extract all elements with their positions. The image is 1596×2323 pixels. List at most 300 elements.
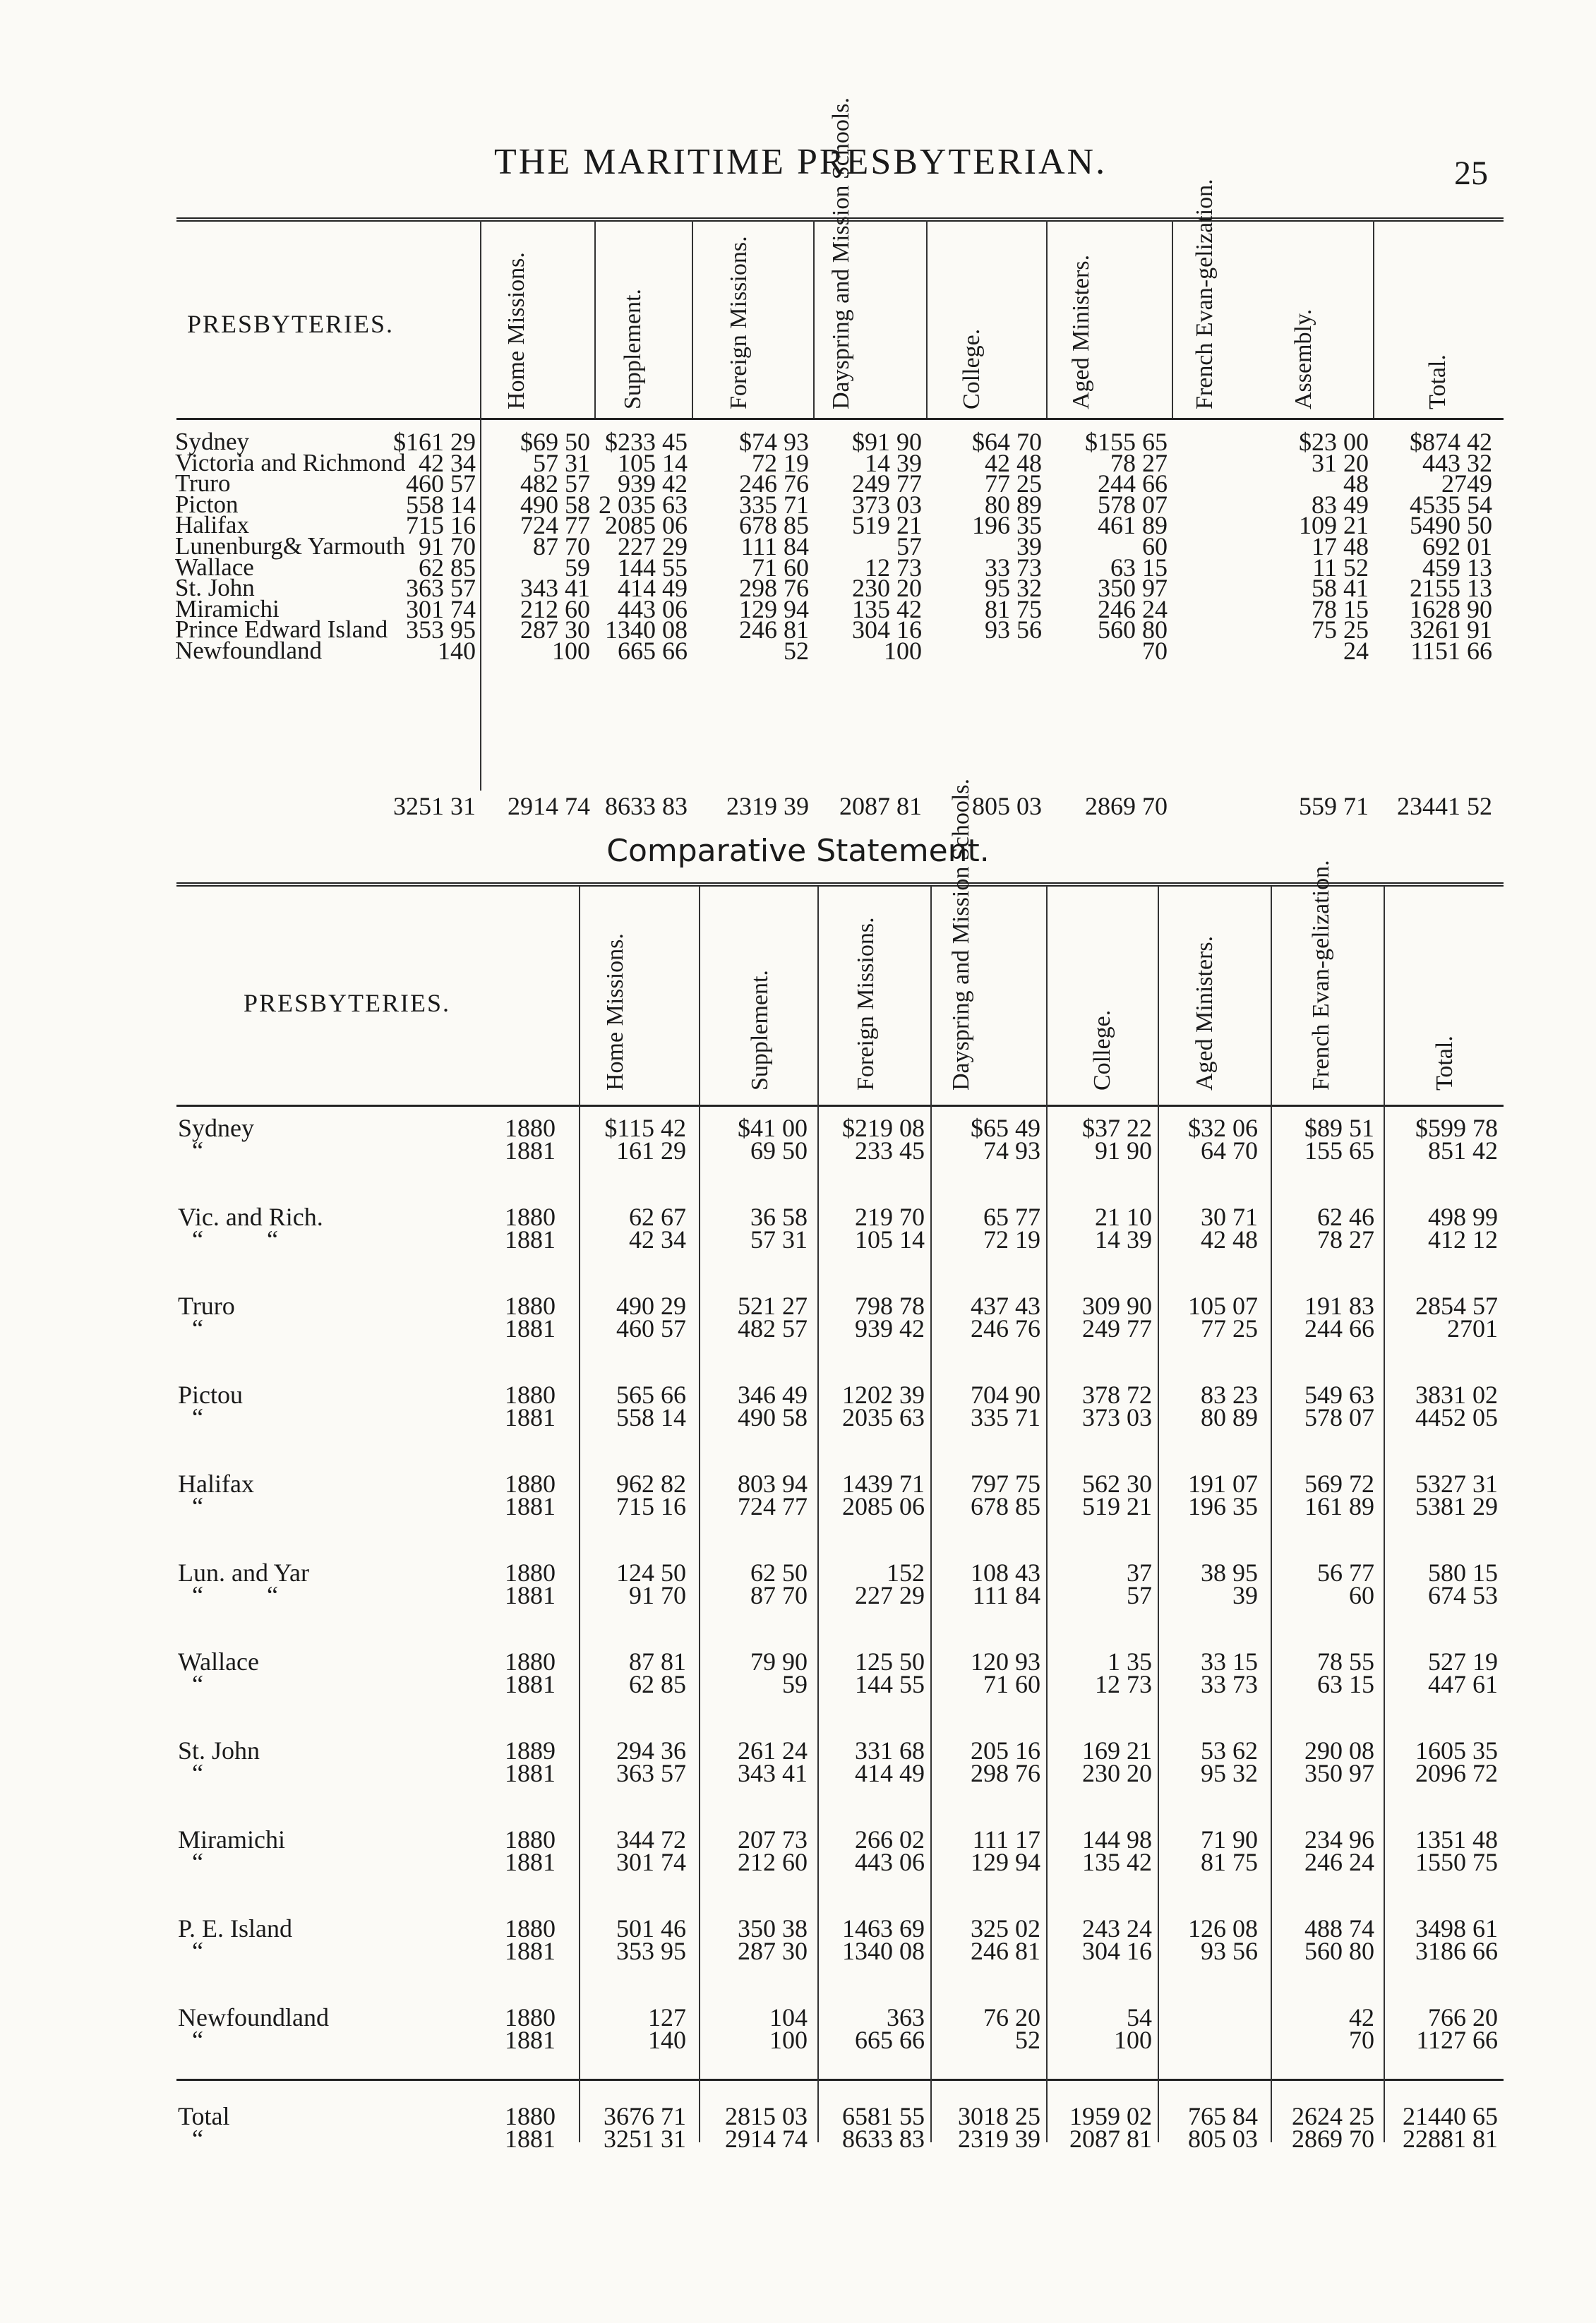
table2-cell: 549 63 [1304, 1381, 1374, 1409]
table2-cell: 234 96 [1304, 1825, 1374, 1854]
table2-cell: 191 07 [1188, 1470, 1258, 1498]
table2-cell: 803 94 [738, 1470, 808, 1498]
table2-cell: 191 83 [1304, 1292, 1374, 1320]
table1-cell: $64 70 [972, 428, 1042, 456]
table1-cell: 62 85 [419, 553, 476, 582]
table2-cell: 78 27 [1317, 1225, 1374, 1254]
table1-cell: 100 [884, 637, 922, 665]
table2-cell: 33 15 [1201, 1647, 1258, 1676]
table1-cell: 75 25 [1312, 616, 1369, 644]
table2-year: 1880 [505, 1559, 556, 1587]
table2-cell: 95 32 [1201, 1759, 1258, 1787]
table2-year: 1881 [505, 1492, 556, 1520]
table2-bottom-rule [176, 2079, 1504, 2081]
table2-cell: 57 31 [750, 1225, 808, 1254]
table1-row-name-prince-edward-island: Prince Edward Island [175, 616, 388, 644]
table1-cell: $161 29 [393, 428, 476, 456]
table1-presbyteries-header: PRESBYTERIES. [187, 310, 395, 338]
page-header [0, 141, 1596, 198]
table2-cell: 1340 08 [842, 1937, 925, 1965]
table1-cell: 578 07 [1098, 490, 1168, 519]
table1-column-divider [692, 220, 693, 418]
table2-cell: 71 60 [983, 1670, 1040, 1698]
table2-cell: 962 82 [616, 1470, 686, 1498]
table2-cell: 140 [648, 2026, 686, 2054]
table2-cell: 1959 02 [1069, 2102, 1152, 2130]
table1-cell: 144 55 [618, 553, 688, 582]
table1-cell: 665 66 [618, 637, 688, 665]
table2-cell: 161 29 [616, 1136, 686, 1165]
table2-year: 1881 [505, 1848, 556, 1876]
table2-cell: 3831 02 [1415, 1381, 1498, 1409]
table2-year: 1880 [505, 1114, 556, 1142]
table2-year: 1881 [505, 1759, 556, 1787]
table1-cell: 77 25 [985, 469, 1042, 498]
table2-cell: 155 65 [1304, 1136, 1374, 1165]
table2-cell: 127 [648, 2003, 686, 2031]
table2-cell: 104 [769, 2003, 808, 2031]
table2-cell: 460 57 [616, 1314, 686, 1343]
table1-cell: 42 48 [985, 448, 1042, 477]
table1-cell: 17 48 [1312, 532, 1369, 560]
table2-cell: 205 16 [971, 1736, 1040, 1765]
table2-ditto-mark: “ [192, 2026, 203, 2054]
table1-cell: 350 97 [1098, 574, 1168, 603]
table2-year: 1881 [505, 1314, 556, 1343]
table2-year: 1889 [505, 1736, 556, 1765]
table2-cell: 343 41 [738, 1759, 808, 1787]
table1-cell: $23 00 [1299, 428, 1369, 456]
table1-cell: 71 60 [752, 553, 809, 582]
table2-cell: $219 08 [842, 1114, 925, 1142]
table1-cell: 33 73 [985, 553, 1042, 582]
table2-cell: 325 02 [971, 1914, 1040, 1943]
table2-cell: 665 66 [855, 2026, 925, 2054]
table2-cell: 412 12 [1428, 1225, 1498, 1254]
table1-cell: 4535 54 [1410, 490, 1492, 519]
table2-cell: 3018 25 [958, 2102, 1040, 2130]
table2-col-header-french-evan-gelization: French Evan-gelization. [1308, 860, 1334, 1091]
table1-cell: 93 56 [985, 616, 1042, 644]
table2-cell: 373 03 [1082, 1403, 1152, 1431]
table2-col-header-supplement: Supplement. [747, 970, 773, 1091]
table2-year: 1880 [505, 1914, 556, 1943]
table2-cell: 344 72 [616, 1825, 686, 1854]
table2-cell: 501 46 [616, 1914, 686, 1943]
table2-cell: 42 48 [1201, 1225, 1258, 1254]
table1-cell: 558 14 [406, 490, 476, 519]
table1-cell: 5490 50 [1410, 511, 1492, 540]
table2-cell: 56 77 [1317, 1559, 1374, 1587]
table1-row-name-sydney: Sydney [175, 428, 249, 455]
table2-cell: 14 39 [1095, 1225, 1152, 1254]
table2-year: 1881 [505, 1581, 556, 1609]
table2-cell: 2087 81 [1069, 2125, 1152, 2153]
table2-cell: 42 [1349, 2003, 1374, 2031]
table2-cell: 21 10 [1095, 1203, 1152, 1231]
page-number: 25 [1454, 155, 1488, 192]
table2-cell: 120 93 [971, 1647, 1040, 1676]
table1-column-divider [1373, 220, 1374, 418]
table2-cell: 5327 31 [1415, 1470, 1498, 1498]
table2-cell: 2701 [1447, 1314, 1498, 1343]
table2-cell: 301 74 [616, 1848, 686, 1876]
table2-cell: 569 72 [1304, 1470, 1374, 1498]
table1-cell: 519 21 [852, 511, 922, 540]
comparative-statement-caption: Comparative Statement. [606, 833, 990, 869]
table1-cell: 129 94 [739, 594, 809, 623]
table2-cell: 152 [887, 1559, 925, 1587]
table2-cell: 1127 66 [1416, 2026, 1498, 2054]
table2-year: 1880 [505, 1647, 556, 1676]
table2-cell: $115 42 [604, 1114, 686, 1142]
table2-cell: 161 89 [1304, 1492, 1374, 1520]
table1-cell: 249 77 [852, 469, 922, 498]
table1-cell: 724 77 [520, 511, 590, 540]
table2-cell: 39 [1232, 1581, 1258, 1609]
table2-cell: 3676 71 [604, 2102, 686, 2130]
table2-cell: 243 24 [1082, 1914, 1152, 1943]
table2-presbytery-truro: Truro [178, 1292, 235, 1320]
table2-cell: 363 57 [616, 1759, 686, 1787]
table1-cell: 304 16 [852, 616, 922, 644]
table2-cell: 335 71 [971, 1403, 1040, 1431]
table2-presbyteries-header: PRESBYTERIES. [244, 989, 451, 1017]
table2-cell: 230 20 [1082, 1759, 1152, 1787]
table2-cell: 111 17 [972, 1825, 1040, 1854]
table2-cell: 22881 81 [1403, 2125, 1498, 2153]
table2-cell: 36 58 [750, 1203, 808, 1231]
table2-cell: 111 84 [972, 1581, 1040, 1609]
table2-ditto-mark: “ [192, 1759, 203, 1787]
table1-cell: 1151 66 [1410, 637, 1492, 665]
table2-cell: 59 [782, 1670, 808, 1698]
table2-cell: 60 [1349, 1581, 1374, 1609]
table2-cell: 80 89 [1201, 1403, 1258, 1431]
table2-cell: 63 15 [1317, 1670, 1374, 1698]
table2-col-header-home-missions: Home Missions. [602, 933, 628, 1091]
table2-cell: 126 08 [1188, 1914, 1258, 1943]
table2-cell: 447 61 [1428, 1670, 1498, 1698]
table1-total-cell: 2914 74 [508, 792, 590, 820]
table2-top-rule [176, 882, 1504, 887]
table1-col-header-french-evan-gelization: French Evan-gelization. [1192, 179, 1218, 409]
table1-cell: 60 [1142, 532, 1168, 560]
table1-total-cell: 559 71 [1299, 792, 1369, 820]
table2-cell: 298 76 [971, 1759, 1040, 1787]
table1-cell: 140 [438, 637, 476, 665]
table2-ditto-mark: “ “ [192, 1581, 278, 1609]
table2-cell: $65 49 [971, 1114, 1040, 1142]
table1-cell: 560 80 [1098, 616, 1168, 644]
table1-total-cell: 805 03 [972, 792, 1042, 820]
table2-cell: 249 77 [1082, 1314, 1152, 1343]
table2-cell: 490 29 [616, 1292, 686, 1320]
table1-cell: 80 89 [985, 490, 1042, 519]
table1-cell: 244 66 [1098, 469, 1168, 498]
table2-cell: 1202 39 [842, 1381, 925, 1409]
table2-cell: 21440 65 [1403, 2102, 1498, 2130]
table2-cell: 290 08 [1304, 1736, 1374, 1765]
table2-cell: 33 73 [1201, 1670, 1258, 1698]
table2-cell: 124 50 [616, 1559, 686, 1587]
table2-cell: 144 98 [1082, 1825, 1152, 1854]
table2-cell: 798 78 [855, 1292, 925, 1320]
table2-col-header-college: College. [1089, 1009, 1115, 1091]
table2-cell: 6581 55 [842, 2102, 925, 2130]
table2-cell: 244 66 [1304, 1314, 1374, 1343]
table1-cell: 443 06 [618, 594, 688, 623]
table1-cell: 363 57 [406, 574, 476, 603]
table2-cell: 331 68 [855, 1736, 925, 1765]
table2-cell: 797 75 [971, 1470, 1040, 1498]
table2-cell: 519 21 [1082, 1492, 1152, 1520]
table1-row-name-newfoundland: Newfoundland [175, 637, 323, 664]
table2-cell: 93 56 [1201, 1937, 1258, 1965]
table2-cell: 212 60 [738, 1848, 808, 1876]
table2-cell: 414 49 [855, 1759, 925, 1787]
table2-cell: 246 24 [1304, 1848, 1374, 1876]
table2-cell: 2035 63 [842, 1403, 925, 1431]
table2-presbytery-p-e-island: P. E. Island [178, 1914, 292, 1943]
table1-cell: 301 74 [406, 594, 476, 623]
table2-cell: 105 07 [1188, 1292, 1258, 1320]
table2-cell: 437 43 [971, 1292, 1040, 1320]
table2-year: 1881 [505, 1225, 556, 1254]
table1-column-divider [813, 220, 815, 418]
table1-cell: 83 49 [1312, 490, 1369, 519]
table2-cell: 65 77 [983, 1203, 1040, 1231]
table2-cell: 766 20 [1428, 2003, 1498, 2031]
table1-cell: 373 03 [852, 490, 922, 519]
table2-cell: 246 76 [971, 1314, 1040, 1343]
table2-cell: 219 70 [855, 1203, 925, 1231]
table1-cell: 227 29 [618, 532, 688, 560]
table2-year: 1881 [505, 2026, 556, 2054]
table1-cell: 78 27 [1110, 448, 1168, 477]
table1-cell: 692 01 [1422, 532, 1492, 560]
table1-column-divider [594, 220, 596, 418]
table1-cell: 78 15 [1312, 594, 1369, 623]
table2-cell: 704 90 [971, 1381, 1040, 1409]
table2-year: 1881 [505, 1937, 556, 1965]
table1-cell: 490 58 [520, 490, 590, 519]
table2-cell: 765 84 [1188, 2102, 1258, 2130]
table2-cell: 69 50 [750, 1136, 808, 1165]
table2-year: 1881 [505, 1136, 556, 1165]
table2-cell: 350 97 [1304, 1759, 1374, 1787]
table1-cell: 482 57 [520, 469, 590, 498]
table2-year: 1880 [505, 1203, 556, 1231]
table1-col-header-supplement: Supplement. [620, 289, 646, 409]
table1-cell: 461 89 [1098, 511, 1168, 540]
table2-ditto-mark: “ [192, 1492, 203, 1520]
table2-cell: 488 74 [1304, 1914, 1374, 1943]
table2-cell: 2624 25 [1292, 2102, 1374, 2130]
table2-cell: 490 58 [738, 1403, 808, 1431]
table2-year: 1881 [505, 1403, 556, 1431]
table1-cell: 298 76 [739, 574, 809, 603]
table2-cell: 53 62 [1201, 1736, 1258, 1765]
table2-col-header-foreign-missions: Foreign Missions. [853, 917, 879, 1091]
table2-cell: $37 22 [1082, 1114, 1152, 1142]
table2-col-header-aged-ministers: Aged Ministers. [1192, 935, 1218, 1091]
table1-cell: 353 95 [406, 616, 476, 644]
table2-cell: 674 53 [1428, 1581, 1498, 1609]
table2-cell: 42 34 [629, 1225, 686, 1254]
table2-cell: 91 70 [629, 1581, 686, 1609]
table1-cell: 135 42 [852, 594, 922, 623]
table2-cell: 1605 35 [1415, 1736, 1498, 1765]
table2-cell: 4452 05 [1415, 1403, 1498, 1431]
table2-ditto-mark: “ [192, 1937, 203, 1965]
table1-header-rule [176, 418, 1504, 420]
table1-cell: 95 32 [985, 574, 1042, 603]
table1-cell: 52 [784, 637, 809, 665]
table1-row-name-lunenburg-yarmouth: Lunenburg& Yarmouth [175, 532, 406, 560]
table1-cell: 14 39 [865, 448, 922, 477]
table1-cell: 1628 90 [1410, 594, 1492, 623]
table2-presbytery-vic-and-rich: Vic. and Rich. [178, 1203, 323, 1231]
table2-cell: 294 36 [616, 1736, 686, 1765]
table2-cell: 443 06 [855, 1848, 925, 1876]
table2-cell: 2085 06 [842, 1492, 925, 1520]
table2-cell: 304 16 [1082, 1937, 1152, 1965]
table2-cell: 77 25 [1201, 1314, 1258, 1343]
table2-cell: 2914 74 [725, 2125, 808, 2153]
table2-year: 1880 [505, 2003, 556, 2031]
table2-cell: 207 73 [738, 1825, 808, 1854]
table1-cell: 212 60 [520, 594, 590, 623]
table1-cell: 196 35 [972, 511, 1042, 540]
table2-cell: 939 42 [855, 1314, 925, 1343]
table2-cell: 287 30 [738, 1937, 808, 1965]
table2-header-rule [176, 1105, 1504, 1107]
table1-cell: 287 30 [520, 616, 590, 644]
table2-cell: 38 95 [1201, 1559, 1258, 1587]
table2-presbytery-pictou: Pictou [178, 1381, 244, 1409]
table2-ditto-mark: “ [192, 1314, 203, 1343]
table1-cell: 111 84 [740, 532, 809, 560]
table2-cell: 62 46 [1317, 1203, 1374, 1231]
table1-cell: 42 34 [419, 448, 476, 477]
table2-cell: 78 55 [1317, 1647, 1374, 1676]
table1-row-name-victoria-and-richmond: Victoria and Richmond [175, 448, 406, 476]
table2-ditto-mark: “ “ [192, 1225, 278, 1254]
table2-cell: 851 42 [1428, 1136, 1498, 1165]
table2-cell: 805 03 [1188, 2125, 1258, 2153]
table1-cell: 1340 08 [605, 616, 688, 644]
table1-row-name-miramichi: Miramichi [175, 594, 280, 623]
table2-cell: 378 72 [1082, 1381, 1152, 1409]
table1-cell: 939 42 [618, 469, 688, 498]
table1-cell: 24 [1343, 637, 1369, 665]
table1-cell: $74 93 [739, 428, 809, 456]
table2-cell: $599 78 [1415, 1114, 1498, 1142]
table2-cell: 482 57 [738, 1314, 808, 1343]
table2-cell: 87 70 [750, 1581, 808, 1609]
table1-col-header-college: College. [959, 328, 985, 409]
table2-cell: 12 73 [1095, 1670, 1152, 1698]
table1-cell: 109 21 [1299, 511, 1369, 540]
table1-cell: 91 70 [419, 532, 476, 560]
table1-cell: 2155 13 [1410, 574, 1492, 603]
table1-cell: 57 [896, 532, 922, 560]
table1-cell: 48 [1343, 469, 1369, 498]
table1-row-name-picton: Picton [175, 490, 239, 518]
table2-cell: 30 71 [1201, 1203, 1258, 1231]
table2-cell: $41 00 [738, 1114, 808, 1142]
table1-col-header-assembly: Assembly. [1290, 308, 1316, 409]
table1-cell: 343 41 [520, 574, 590, 603]
table2-cell: 62 50 [750, 1559, 808, 1587]
table1-cell: 335 71 [739, 490, 809, 519]
table2-cell: 1439 71 [842, 1470, 925, 1498]
table1-col-header-total: Total. [1424, 354, 1451, 409]
table2-cell: 100 [1114, 2026, 1152, 2054]
table2-presbytery-lun-and-yar: Lun. and Yar [178, 1559, 309, 1587]
table1-cell: 81 75 [985, 594, 1042, 623]
running-title: THE MARITIME PRESBYTERIAN. [494, 142, 1108, 182]
table2-cell: 83 23 [1201, 1381, 1258, 1409]
table1-cell: 460 57 [406, 469, 476, 498]
table2-col-header-dayspring-and-mission-schools: Dayspring and Mission Schools. [948, 779, 974, 1091]
table2-cell: 3186 66 [1415, 1937, 1498, 1965]
table2-cell: 79 90 [750, 1647, 808, 1676]
table2-presbytery-newfoundland: Newfoundland [178, 2003, 329, 2031]
table2-cell: 2096 72 [1415, 1759, 1498, 1787]
table2-ditto-mark: “ [192, 2125, 203, 2153]
table2-cell: 1351 48 [1415, 1825, 1498, 1854]
table1-cell: 87 70 [533, 532, 590, 560]
table1-cell: $155 65 [1085, 428, 1168, 456]
table2-cell: 91 90 [1095, 1136, 1152, 1165]
table2-presbytery-miramichi: Miramichi [178, 1825, 285, 1854]
table2-cell: 135 42 [1082, 1848, 1152, 1876]
table2-cell: 233 45 [855, 1136, 925, 1165]
table2-cell: 724 77 [738, 1492, 808, 1520]
table2-cell: 2319 39 [958, 2125, 1040, 2153]
table1-cell: 246 24 [1098, 594, 1168, 623]
table1-cell: $233 45 [605, 428, 688, 456]
table1-cell: 459 13 [1422, 553, 1492, 582]
table1-row-name-st-john: St. John [175, 574, 255, 602]
table2-ditto-mark: “ [192, 1136, 203, 1165]
table2-cell: 2869 70 [1292, 2125, 1374, 2153]
table2-cell: 62 85 [629, 1670, 686, 1698]
table1-total-cell: 3251 31 [393, 792, 476, 820]
table1-cell: 246 76 [739, 469, 809, 498]
table1-col-header-aged-ministers: Aged Ministers. [1068, 254, 1094, 409]
table2-cell: 353 95 [616, 1937, 686, 1965]
table2-cell: $32 06 [1188, 1114, 1258, 1142]
table1-cell: 70 [1142, 637, 1168, 665]
table1-cell: 230 20 [852, 574, 922, 603]
table2-cell: 1463 69 [842, 1914, 925, 1943]
table2-cell: 64 70 [1201, 1136, 1258, 1165]
table2-year: 1880 [505, 1381, 556, 1409]
table1-cell: 59 [565, 553, 590, 582]
table2-cell: 578 07 [1304, 1403, 1374, 1431]
table2-cell: 54 [1127, 2003, 1152, 2031]
table2-year: 1880 [505, 1292, 556, 1320]
table2-ditto-mark: “ [192, 1670, 203, 1698]
table2-cell: 565 66 [616, 1381, 686, 1409]
table1-cell: 100 [552, 637, 590, 665]
table2-cell: 1 35 [1108, 1647, 1152, 1676]
table2-cell: 125 50 [855, 1647, 925, 1676]
table2-cell: 108 43 [971, 1559, 1040, 1587]
